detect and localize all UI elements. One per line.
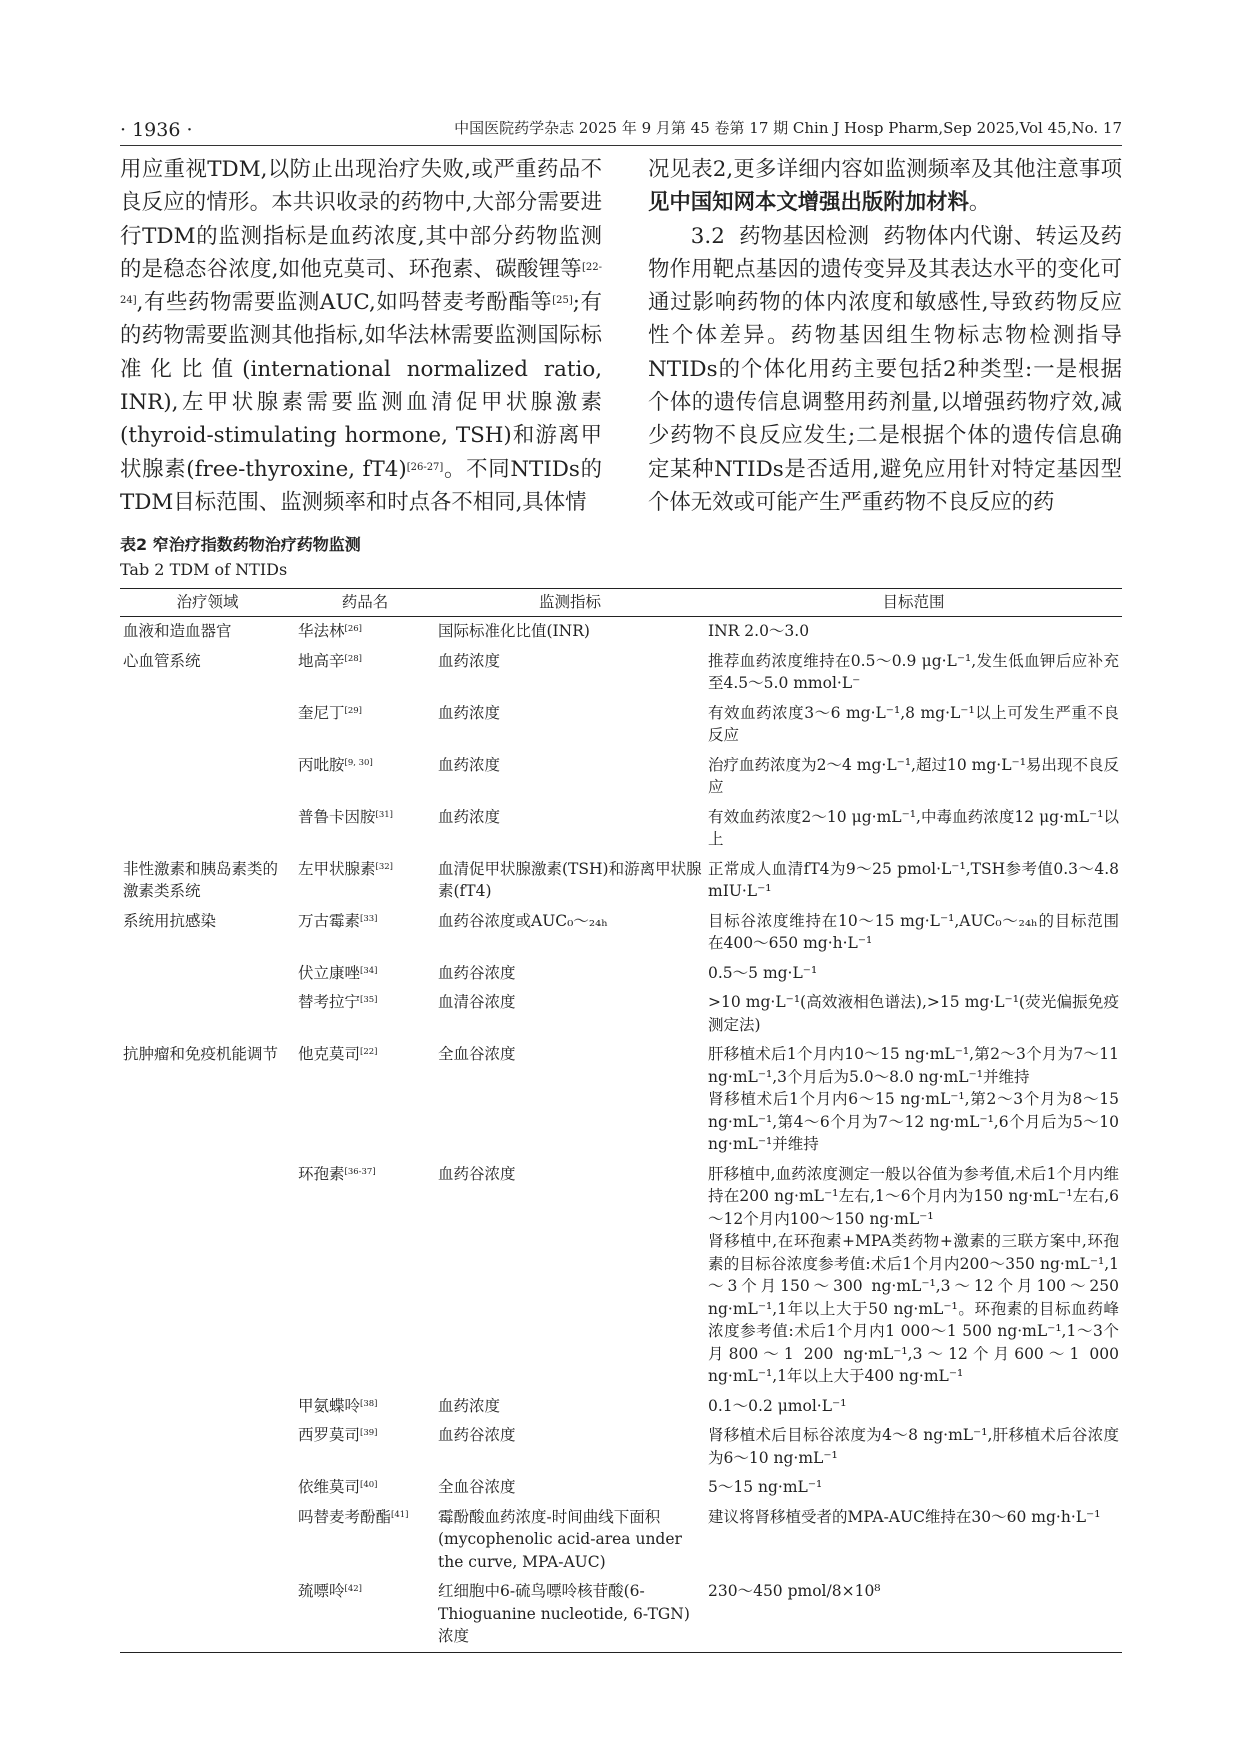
target-text: 5～15 ng·mL⁻¹ — [708, 1478, 823, 1496]
cell-indicator: 血药浓度 — [438, 703, 501, 722]
drug-name: 丙吡胺 — [298, 755, 345, 774]
section-title: 药物基因检测 — [739, 223, 870, 249]
cell-drug — [295, 855, 435, 907]
drug-name: 巯嘌呤 — [298, 1582, 345, 1600]
cell-target — [705, 1421, 1122, 1473]
citation-ref[interactable]: [26-27] — [406, 461, 444, 473]
cell-drug — [295, 907, 435, 959]
citation-ref[interactable]: [29] — [344, 705, 362, 716]
cell-drug — [295, 1503, 435, 1578]
cell-area — [120, 1392, 295, 1422]
cell-indicator: 血药谷浓度 — [438, 1426, 516, 1444]
table-caption-en: Tab 2 TDM of NTIDs — [120, 560, 288, 579]
drug-name: 奎尼丁 — [298, 703, 345, 722]
cell-area — [120, 751, 295, 803]
cell-target — [705, 1473, 1122, 1503]
table-row — [120, 855, 1122, 907]
cell-indicator: 血药浓度 — [438, 651, 501, 670]
table-caption-cn: 表2 窄治疗指数药物治疗药物监测 — [120, 535, 361, 554]
table-row — [120, 1503, 1122, 1578]
cell-drug — [295, 1160, 435, 1392]
citation-ref[interactable]: [42] — [344, 1584, 362, 1594]
cell-indicator: 血药浓度 — [438, 807, 501, 826]
drug-name: 环孢素 — [298, 1164, 345, 1183]
cell-area: 抗肿瘤和免疫机能调节 — [123, 1045, 279, 1063]
citation-ref[interactable]: [34] — [360, 965, 378, 976]
target-text: 肝移植中,血药浓度测定一般以谷值为参考值,术后1个月内维持在200 ng·mL⁻¹左右,1～6个月内为150 ng·mL⁻¹左右,6～12个月内100～150 ng·mL⁻¹ — [708, 1164, 1119, 1228]
cell-drug — [295, 617, 435, 647]
target-text: 治疗血药浓度为2～4 mg·L⁻¹,超过10 mg·L⁻¹易出现不良反应 — [708, 755, 1119, 796]
cell-drug — [295, 1392, 435, 1422]
target-text: 肾移植术后目标谷浓度为4～8 ng·mL⁻¹,肝移植术后谷浓度为6～10 ng·mL⁻¹ — [708, 1426, 1119, 1467]
target-text: 230～450 pmol/8×10⁸ — [708, 1582, 881, 1600]
cell-target — [705, 1040, 1122, 1160]
cell-target — [705, 959, 1122, 989]
cell-indicator: 血清谷浓度 — [438, 993, 516, 1011]
cell-indicator: 血清促甲状腺激素(TSH)和游离甲状腺素(fT4) — [438, 859, 702, 900]
drug-name: 吗替麦考酚酯 — [298, 1507, 392, 1526]
table-row — [120, 1392, 1122, 1422]
cell-area: 非性激素和胰岛素类的激素类系统 — [123, 859, 279, 900]
cell-area — [120, 699, 295, 751]
table-row — [120, 1473, 1122, 1503]
cell-indicator: 血药浓度 — [438, 1396, 501, 1415]
left-paragraph: 用应重视TDM,以防止出现治疗失败,或严重药品不良反应的情形。本共识收录的药物中,大部分需要进行TDM的监测指标是血药浓度,其中部分药物监测的是稳态谷浓度,如他克莫司、环孢素、碳酸锂等[22-24],有些药物需要监测AUC,如吗替麦考酚酯等[25];有的药物需要监测其他指标,如华法林需要监测国际标准化比值(international normalized ratio, INR),左甲状腺素需要监测血清促甲状腺激素(thyroid-stimulating hormone, TSH)和游离甲状腺素(free-thyroxine, fT4)[26-27]。不同NTIDs的TDM目标范围、监测频率和时点各不相同,具体情 — [120, 157, 602, 515]
drug-name: 依维莫司 — [298, 1478, 361, 1496]
journal-citation: 中国医院药学杂志 2025 年 9 月第 45 卷第 17 期 Chin J Hosp Pharm,Sep 2025,Vol 45,No. 17 — [454, 119, 1122, 137]
table-row — [120, 1421, 1122, 1473]
cell-drug — [295, 1473, 435, 1503]
citation-ref[interactable]: [39] — [360, 1428, 378, 1438]
table-header-row — [120, 589, 1122, 617]
page-header — [120, 117, 1122, 146]
cell-area — [120, 1473, 295, 1503]
col-header-area: 治疗领域 — [120, 589, 295, 617]
drug-name: 西罗莫司 — [298, 1426, 361, 1444]
drug-name: 替考拉宁 — [298, 993, 361, 1011]
cell-drug — [295, 751, 435, 803]
section-body: 药物体内代谢、转运及药物作用靶点基因的遗传变异及其表达水平的变化可通过影响药物的体内浓度和敏感性,导致药物反应性个体差异。药物基因组生物标志物检测指导NTIDs的个体化用药主要包括2种类型:一是根据个体的遗传信息调整用药剂量,以增强药物疗效,减少药物不良反应发生;二是根据个体的遗传信息确定某种NTIDs是否适用,避免应用针对特定基因型个体无效或可能产生严重药物不良反应的药 — [648, 223, 1122, 515]
drug-name: 伏立康唑 — [298, 963, 361, 982]
target-text: 目标谷浓度维持在10～15 mg·L⁻¹,AUC₀～₂₄ₕ的目标范围在400～650 mg·h·L⁻¹ — [708, 911, 1119, 952]
citation-ref[interactable]: [33] — [360, 913, 378, 924]
table-row — [120, 1577, 1122, 1652]
cell-drug — [295, 699, 435, 751]
cell-target — [705, 1503, 1122, 1578]
drug-name: 左甲状腺素 — [298, 859, 376, 878]
table-row — [120, 959, 1122, 989]
cell-drug — [295, 988, 435, 1040]
cell-indicator: 红细胞中6-硫鸟嘌呤核苷酸(6-Thioguanine nucleotide, 6-TGN)浓度 — [435, 1577, 705, 1652]
citation-ref[interactable]: [35] — [360, 995, 378, 1005]
col-header-target: 目标范围 — [705, 589, 1122, 617]
cell-indicator: 全血谷浓度 — [438, 1478, 516, 1496]
cell-drug — [295, 1577, 435, 1652]
cell-target — [705, 907, 1122, 959]
citation-ref[interactable]: [25] — [552, 295, 573, 307]
cell-target — [705, 699, 1122, 751]
page-number: · 1936 · — [120, 119, 193, 141]
target-text: INR 2.0～3.0 — [708, 622, 810, 640]
cell-area — [120, 1421, 295, 1473]
table-row — [120, 988, 1122, 1040]
cell-area — [120, 803, 295, 855]
cell-target — [705, 1577, 1122, 1652]
cell-target — [705, 803, 1122, 855]
drug-name: 地高辛 — [298, 651, 345, 670]
cell-drug — [295, 647, 435, 699]
target-text: 0.5～5 mg·L⁻¹ — [708, 963, 818, 982]
supplement-note: 见中国知网本文增强出版附加材料 — [648, 190, 969, 216]
cell-indicator: 血药浓度 — [438, 755, 501, 774]
table-body — [120, 617, 1122, 1653]
target-text: 0.1～0.2 μmol·L⁻¹ — [708, 1396, 847, 1415]
target-text: 正常成人血清fT4为9～25 pmol·L⁻¹,TSH参考值0.3～4.8 mIU·L⁻¹ — [708, 859, 1119, 900]
target-text: 肝移植术后1个月内10～15 ng·mL⁻¹,第2～3个月为7～11 ng·mL⁻¹,3个月后为5.0～8.0 ng·mL⁻¹并维持 — [708, 1045, 1119, 1086]
table-row — [120, 907, 1122, 959]
citation-ref[interactable]: [9, 30] — [344, 757, 373, 768]
cell-area — [120, 1503, 295, 1578]
target-text: 建议将肾移植受者的MPA-AUC维持在30～60 mg·h·L⁻¹ — [708, 1507, 1101, 1526]
cell-drug — [295, 1421, 435, 1473]
cell-target — [705, 988, 1122, 1040]
section-3-2 — [648, 220, 1122, 520]
citation-ref[interactable]: [40] — [360, 1480, 378, 1490]
cell-area — [120, 1160, 295, 1392]
cell-indicator: 血药谷浓度 — [438, 1164, 516, 1183]
citation-ref[interactable]: [38] — [360, 1398, 378, 1409]
cell-drug — [295, 803, 435, 855]
citation-ref[interactable]: [28] — [344, 653, 362, 664]
right-text-column — [648, 153, 1122, 519]
cell-indicator: 霉酚酸血药浓度-时间曲线下面积(mycophenolic acid-area under the curve, MPA-AUC) — [438, 1507, 682, 1571]
target-text: 肾移植术后1个月内6～15 ng·mL⁻¹,第2～3个月为8～15 ng·mL⁻¹,第4～6个月为7～12 ng·mL⁻¹,6个月后为5～10 ng·mL⁻¹并维持 — [708, 1090, 1119, 1153]
section-number: 3.2 — [690, 223, 725, 249]
drug-name: 万古霉素 — [298, 911, 361, 930]
cell-area — [120, 959, 295, 989]
col-header-drug: 药品名 — [295, 589, 435, 617]
cell-indicator: 血药谷浓度或AUC₀～₂₄ₕ — [438, 911, 608, 930]
cell-target — [705, 1160, 1122, 1392]
target-text: 推荐血药浓度维持在0.5～0.9 μg·L⁻¹,发生低血钾后应补充至4.5～5.0 mmol·L⁻ — [708, 651, 1119, 692]
cell-drug — [295, 1040, 435, 1160]
citation-ref[interactable]: [26] — [344, 624, 362, 634]
cell-indicator: 血药谷浓度 — [438, 963, 516, 982]
cell-target — [705, 855, 1122, 907]
citation-ref[interactable]: [41] — [391, 1509, 409, 1520]
cell-area — [120, 988, 295, 1040]
cell-target — [705, 647, 1122, 699]
citation-ref[interactable]: [36-37] — [344, 1166, 376, 1177]
table-row — [120, 699, 1122, 751]
cell-area: 心血管系统 — [123, 651, 201, 670]
cell-area — [120, 1577, 295, 1652]
tdm-table — [120, 588, 1122, 1653]
cell-indicator: 国际标准化比值(INR) — [438, 622, 590, 640]
citation-ref[interactable]: [22] — [360, 1047, 378, 1057]
citation-ref[interactable]: [31] — [375, 809, 393, 820]
cell-target — [705, 617, 1122, 647]
drug-name: 华法林 — [298, 622, 345, 640]
cell-indicator: 全血谷浓度 — [438, 1045, 516, 1063]
drug-name: 他克莫司 — [298, 1045, 361, 1063]
target-text: 有效血药浓度3～6 mg·L⁻¹,8 mg·L⁻¹以上可发生严重不良反应 — [708, 703, 1119, 744]
table-row — [120, 647, 1122, 699]
citation-ref[interactable]: [32] — [375, 861, 393, 872]
cell-drug — [295, 959, 435, 989]
table-row — [120, 1040, 1122, 1160]
cell-target — [705, 1392, 1122, 1422]
citation-ref[interactable]: [22-24] — [120, 261, 602, 307]
table-row — [120, 1160, 1122, 1392]
table-row — [120, 617, 1122, 647]
cell-area: 系统用抗感染 — [123, 911, 217, 930]
cell-target — [705, 751, 1122, 803]
col-header-indicator: 监测指标 — [435, 589, 705, 617]
target-text: 有效血药浓度2～10 μg·mL⁻¹,中毒血药浓度12 μg·mL⁻¹以上 — [708, 807, 1119, 848]
target-text: >10 mg·L⁻¹(高效液相色谱法),>15 mg·L⁻¹(荧光偏振免疫测定法) — [708, 993, 1119, 1034]
left-text-column — [120, 153, 602, 519]
right-paragraph-1: 况见表2,更多详细内容如监测频率及其他注意事项见中国知网本文增强出版附加材料。 — [648, 157, 1122, 216]
drug-name: 甲氨蝶呤 — [298, 1396, 361, 1415]
table-row — [120, 751, 1122, 803]
target-text: 肾移植中,在环孢素+MPA类药物+激素的三联方案中,环孢素的目标谷浓度参考值:术后1个月内200～350 ng·mL⁻¹,1～3个月150～300 ng·mL⁻¹,3～12个月100～250 ng·mL⁻¹,1年以上大于50 ng·mL⁻¹。环孢素的目标血药峰浓度参考值:术后1个月内1 000～1 500 ng·mL⁻¹,1～3个月800～1 200 ng·mL⁻¹,3～12个月600～1 000 ng·mL⁻¹,1年以上大于400 ng·mL⁻¹ — [708, 1232, 1119, 1385]
table-row — [120, 803, 1122, 855]
drug-name: 普鲁卡因胺 — [298, 807, 376, 826]
cell-area: 血液和造血器官 — [123, 622, 232, 640]
